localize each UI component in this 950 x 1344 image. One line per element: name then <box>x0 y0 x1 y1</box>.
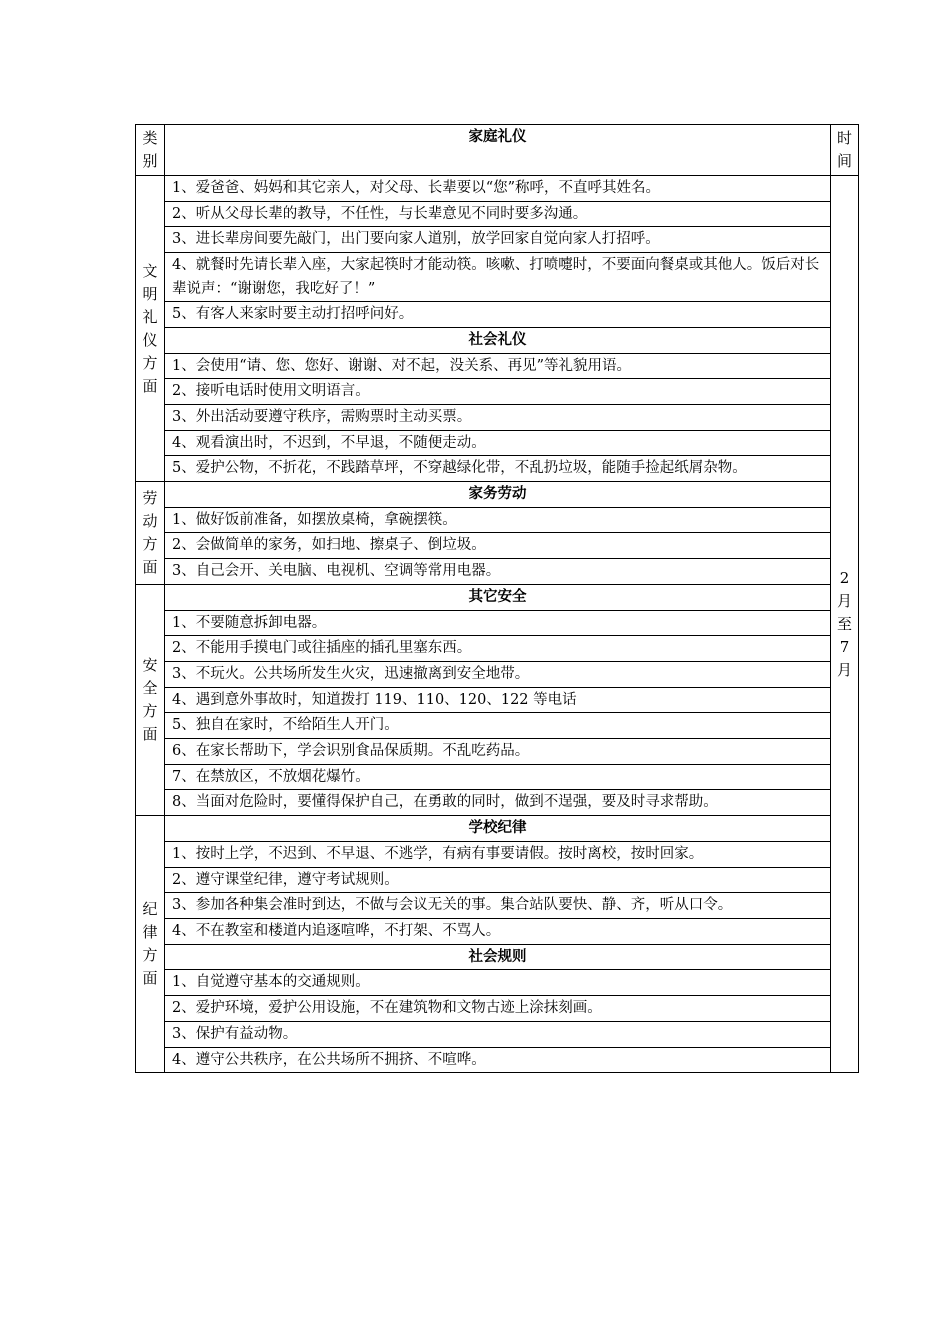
rule-item: 5、爱护公物，不折花，不践踏草坪，不穿越绿化带，不乱扔垃圾，能随手捡起纸屑杂物。 <box>165 456 831 482</box>
category-name: 劳动方面 <box>142 488 158 576</box>
category-cell <box>136 584 165 815</box>
section-title: 学校纪律 <box>165 816 831 842</box>
item-row <box>136 764 859 790</box>
item-row <box>136 227 859 253</box>
item-row <box>136 253 859 302</box>
category-name: 纪律方面 <box>142 900 158 988</box>
rule-item: 2、听从父母长辈的教导，不任性，与长辈意见不同时要多沟通。 <box>165 201 831 227</box>
item-row <box>136 176 859 202</box>
item-row <box>136 996 859 1022</box>
rule-item: 3、保护有益动物。 <box>165 1021 831 1047</box>
rule-item: 1、按时上学，不迟到、不早退、不逃学，有病有事要请假。按时离校，按时回家。 <box>165 841 831 867</box>
rule-item: 2、遵守课堂纪律，遵守考试规则。 <box>165 867 831 893</box>
rule-item: 4、不在教室和楼道内追逐喧哗，不打架、不骂人。 <box>165 918 831 944</box>
rule-item: 4、就餐时先请长辈入座，大家起筷时才能动筷。咳嗽、打喷嚏时，不要面向餐桌或其他人。饭后对长辈说声：“谢谢您，我吃好了！” <box>165 253 831 302</box>
section-row <box>136 584 859 610</box>
section-row <box>136 482 859 508</box>
item-row <box>136 1047 859 1073</box>
item-row <box>136 636 859 662</box>
item-row <box>136 893 859 919</box>
section-row <box>136 944 859 970</box>
section-title: 家务劳动 <box>165 482 831 508</box>
item-row <box>136 739 859 765</box>
rule-item: 8、当面对危险时，要懂得保护自己，在勇敢的同时，做到不逞强，要及时寻求帮助。 <box>165 790 831 816</box>
category-cell <box>136 176 165 482</box>
rule-item: 4、观看演出时，不迟到，不早退，不随便走动。 <box>165 430 831 456</box>
rule-item: 5、有客人来家时要主动打招呼问好。 <box>165 302 831 328</box>
section-title: 其它安全 <box>165 584 831 610</box>
rule-item: 1、做好饭前准备，如摆放桌椅，拿碗摆筷。 <box>165 507 831 533</box>
category-header: 类别 <box>136 125 165 176</box>
rule-item: 2、会做简单的家务，如扫地、擦桌子、倒垃圾。 <box>165 533 831 559</box>
item-row <box>136 430 859 456</box>
time-header: 时间 <box>831 125 859 176</box>
section-row <box>136 327 859 353</box>
rule-item: 3、自己会开、关电脑、电视机、空调等常用电器。 <box>165 559 831 585</box>
item-row <box>136 559 859 585</box>
rule-item: 6、在家长帮助下，学会识别食品保质期。不乱吃药品。 <box>165 739 831 765</box>
category-name: 安全方面 <box>142 656 158 743</box>
rule-item: 4、遵守公共秩序，在公共场所不拥挤、不喧哗。 <box>165 1047 831 1073</box>
item-row <box>136 302 859 328</box>
item-row <box>136 790 859 816</box>
category-name: 文明礼仪方面 <box>142 261 158 395</box>
item-row <box>136 841 859 867</box>
rule-item: 3、不玩火。公共场所发生火灾，迅速撤离到安全地带。 <box>165 661 831 687</box>
category-cell <box>136 482 165 585</box>
item-row <box>136 713 859 739</box>
header-row <box>136 125 859 176</box>
time-value: 2月至7月 <box>836 568 852 679</box>
rule-item: 1、爱爸爸、妈妈和其它亲人，对父母、长辈要以“您”称呼，不直呼其姓名。 <box>165 176 831 202</box>
rule-item: 3、外出活动要遵守秩序，需购票时主动买票。 <box>165 404 831 430</box>
item-row <box>136 1021 859 1047</box>
section-title: 社会规则 <box>165 944 831 970</box>
item-row <box>136 404 859 430</box>
item-row <box>136 379 859 405</box>
item-row <box>136 507 859 533</box>
rule-item: 1、不要随意拆卸电器。 <box>165 610 831 636</box>
item-row <box>136 353 859 379</box>
rule-item: 3、进长辈房间要先敲门，出门要向家人道别，放学回家自觉向家人打招呼。 <box>165 227 831 253</box>
rule-item: 5、独自在家时，不给陌生人开门。 <box>165 713 831 739</box>
rule-item: 2、接听电话时使用文明语言。 <box>165 379 831 405</box>
rule-item: 3、参加各种集会准时到达，不做与会议无关的事。集合站队要快、静、齐，听从口令。 <box>165 893 831 919</box>
rule-item: 2、不能用手摸电门或往插座的插孔里塞东西。 <box>165 636 831 662</box>
item-row <box>136 456 859 482</box>
etiquette-table <box>135 124 859 1073</box>
item-row <box>136 610 859 636</box>
rule-item: 1、自觉遵守基本的交通规则。 <box>165 970 831 996</box>
rule-item: 4、遇到意外事故时，知道拨打 119、110、120、122 等电话 <box>165 687 831 713</box>
item-row <box>136 918 859 944</box>
item-row <box>136 533 859 559</box>
section-title: 社会礼仪 <box>165 327 831 353</box>
time-cell <box>831 176 859 1073</box>
category-cell <box>136 816 165 1073</box>
item-row <box>136 201 859 227</box>
table-body <box>136 125 859 1073</box>
section-title: 家庭礼仪 <box>165 125 831 176</box>
item-row <box>136 867 859 893</box>
item-row <box>136 970 859 996</box>
rule-item: 2、爱护环境，爱护公用设施，不在建筑物和文物古迹上涂抹刻画。 <box>165 996 831 1022</box>
section-row <box>136 816 859 842</box>
item-row <box>136 661 859 687</box>
rule-item: 7、在禁放区，不放烟花爆竹。 <box>165 764 831 790</box>
item-row <box>136 687 859 713</box>
rule-item: 1、会使用“请、您、您好、谢谢、对不起，没关系、再见”等礼貌用语。 <box>165 353 831 379</box>
